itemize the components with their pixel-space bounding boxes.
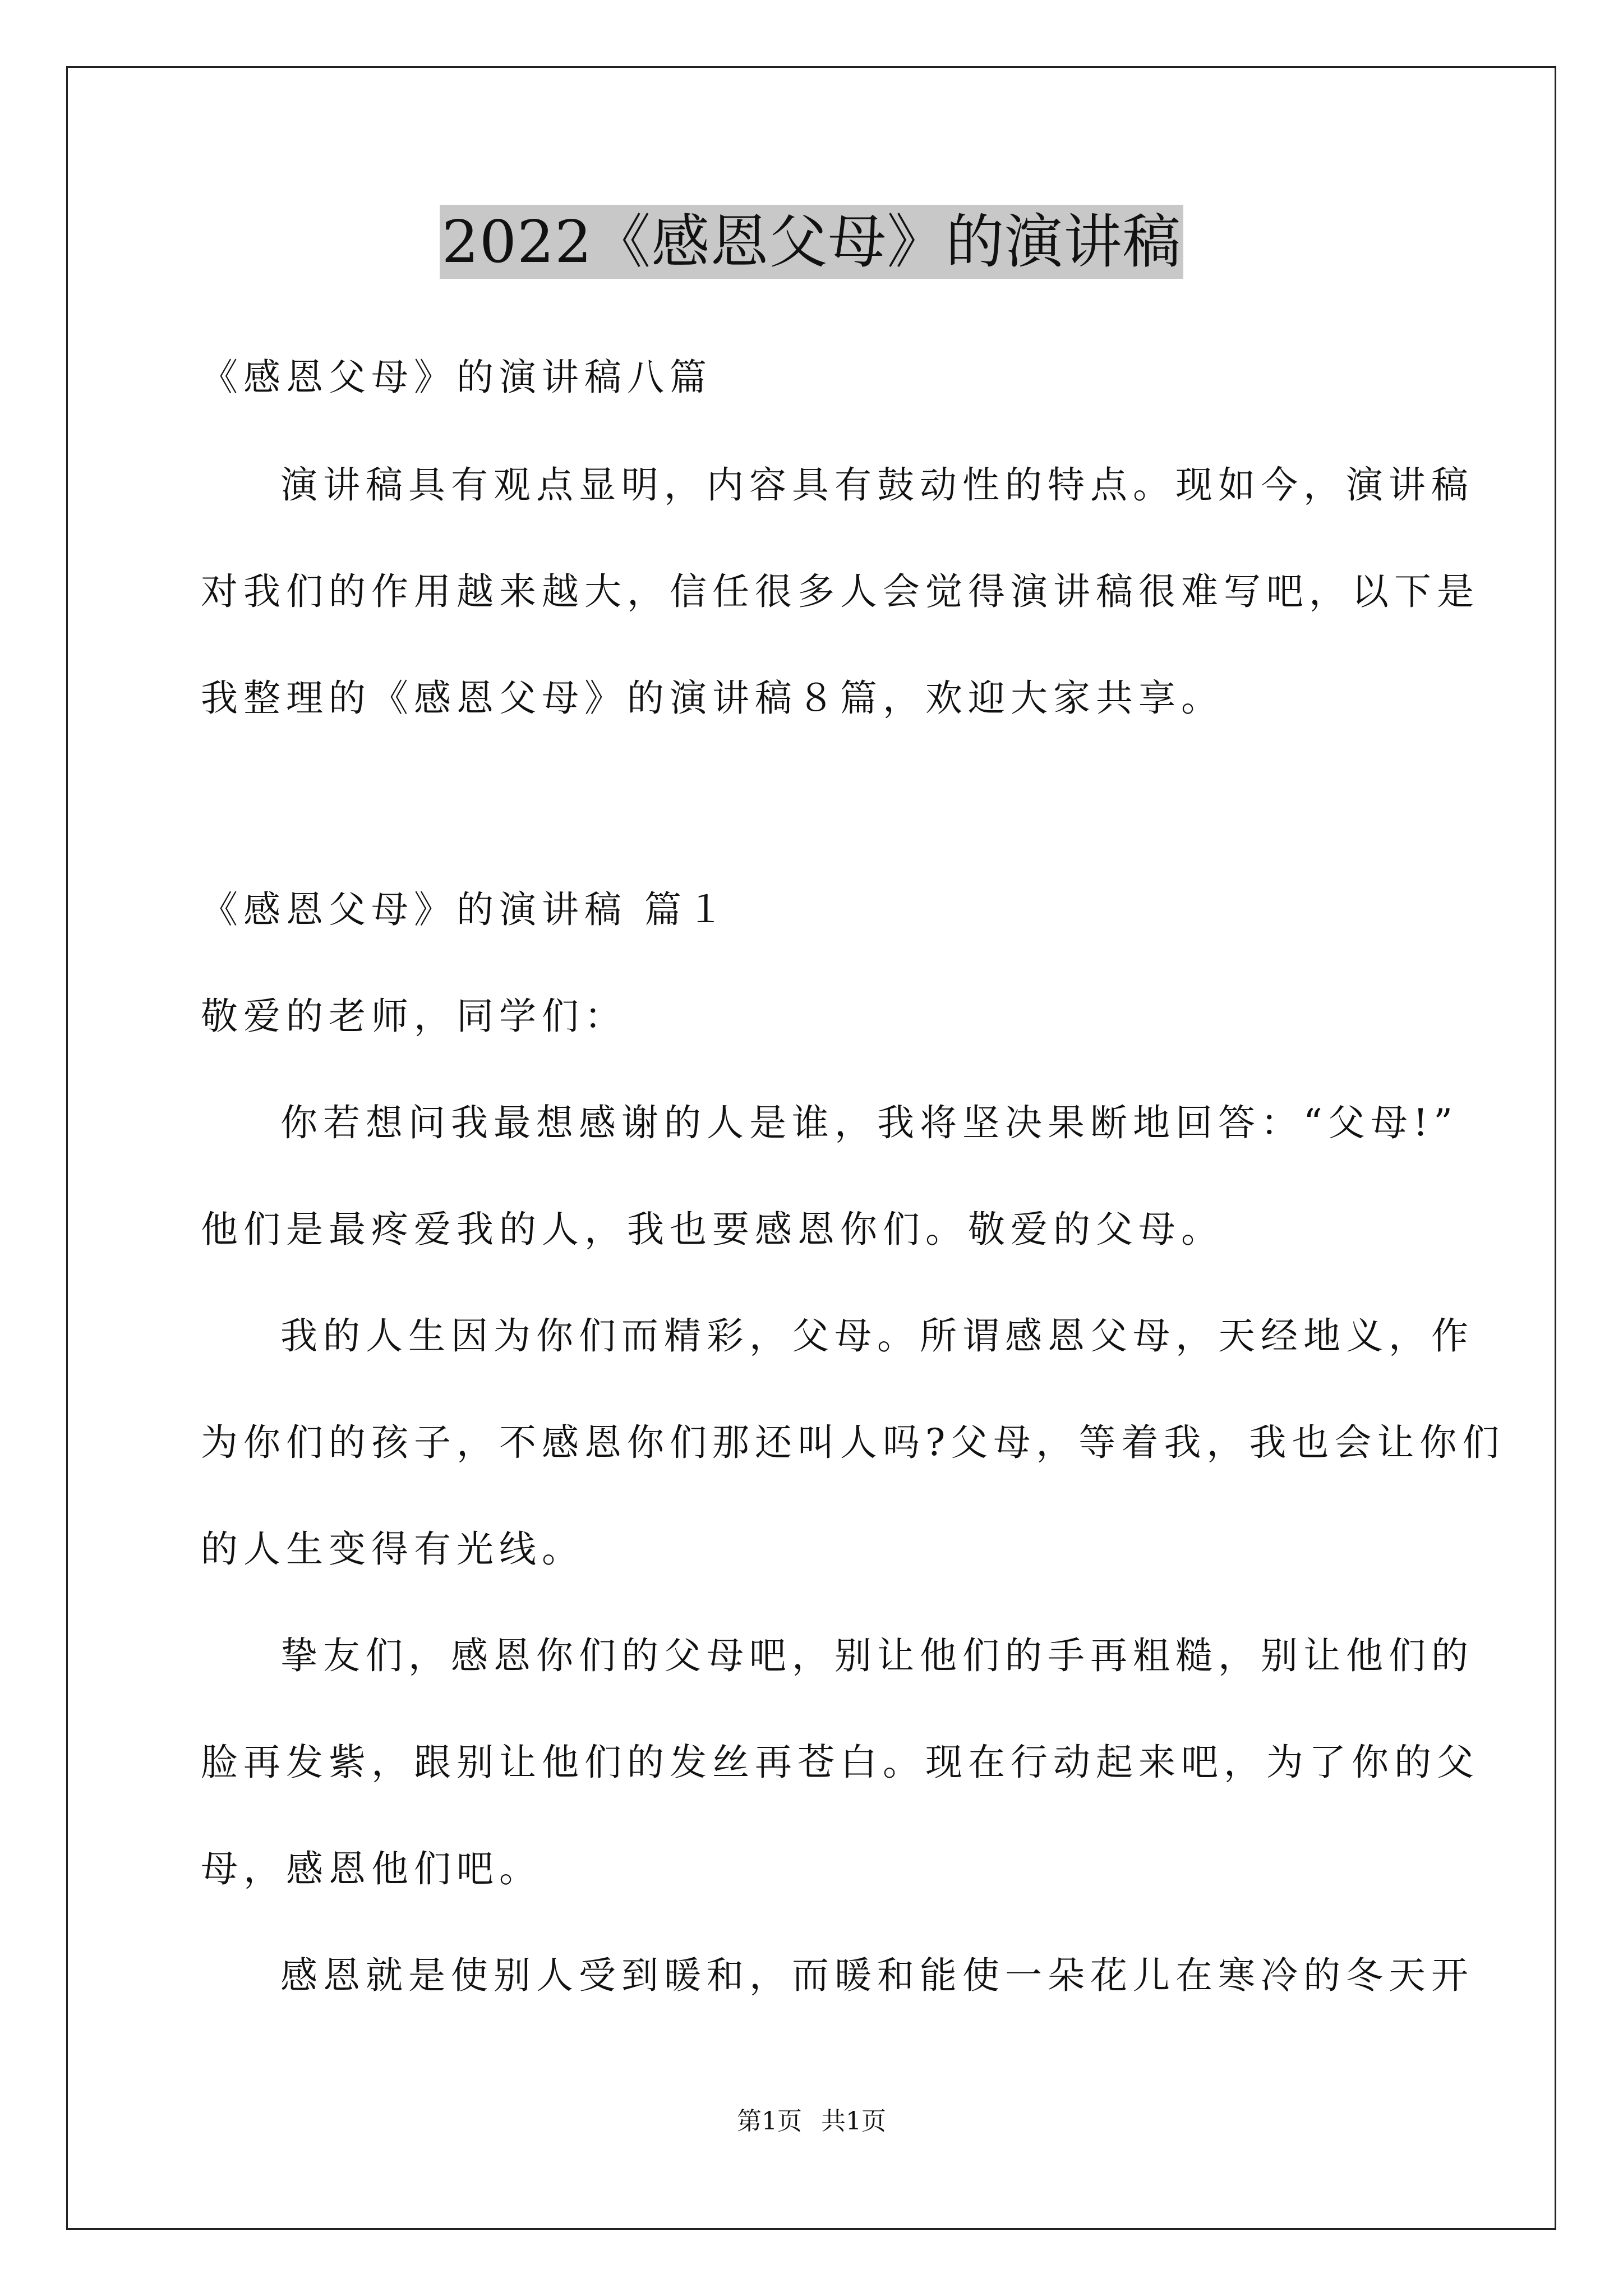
- paragraph-line: 他们是最疼爱我的人，我也要感恩你们。敬爱的父母。: [201, 1208, 1224, 1251]
- paragraph-line: 我的人生因为你们而精彩，父母。所谓感恩父母，天经地义，作: [280, 1314, 1474, 1358]
- page-number: 第1页: [737, 2107, 802, 2136]
- paragraph-line: 母，感恩他们吧。: [201, 1847, 542, 1890]
- paragraph-line: 挚友们，感恩你们的父母吧，别让他们的手再粗糙，别让他们的: [280, 1634, 1474, 1677]
- salutation-line: 敬爱的老师，同学们：: [201, 995, 627, 1038]
- page-total: 共1页: [821, 2107, 886, 2136]
- section-heading: 《感恩父母》的演讲稿 篇１: [201, 888, 730, 931]
- document-title: 2022《感恩父母》的演讲稿: [440, 205, 1184, 279]
- paragraph-line: 演讲稿具有观点显明，内容具有鼓动性的特点。现如今，演讲稿: [280, 463, 1474, 507]
- paragraph-line: 感恩就是使别人受到暖和，而暖和能使一朵花儿在寒冷的冬天开: [280, 1954, 1474, 1997]
- paragraph-line: 我整理的《感恩父母》的演讲稿８篇，欢迎大家共享。: [201, 677, 1224, 720]
- paragraph-line: 对我们的作用越来越大，信任很多人会觉得演讲稿很难写吧，以下是: [201, 570, 1479, 613]
- paragraph-line: 的人生变得有光线。: [201, 1527, 584, 1571]
- paragraph-line: 为你们的孩子，不感恩你们那还叫人吗?父母，等着我，我也会让你们: [201, 1421, 1505, 1464]
- title-container: [0, 205, 1623, 279]
- subtitle-line: 《感恩父母》的演讲稿八篇: [201, 356, 712, 399]
- paragraph-line: 你若想问我最想感谢的人是谁，我将坚决果断地回答：“父母!”: [280, 1101, 1459, 1144]
- page-footer: [0, 2105, 1623, 2138]
- paragraph-line: 脸再发紫，跟别让他们的发丝再苍白。现在行动起来吧，为了你的父: [201, 1741, 1479, 1784]
